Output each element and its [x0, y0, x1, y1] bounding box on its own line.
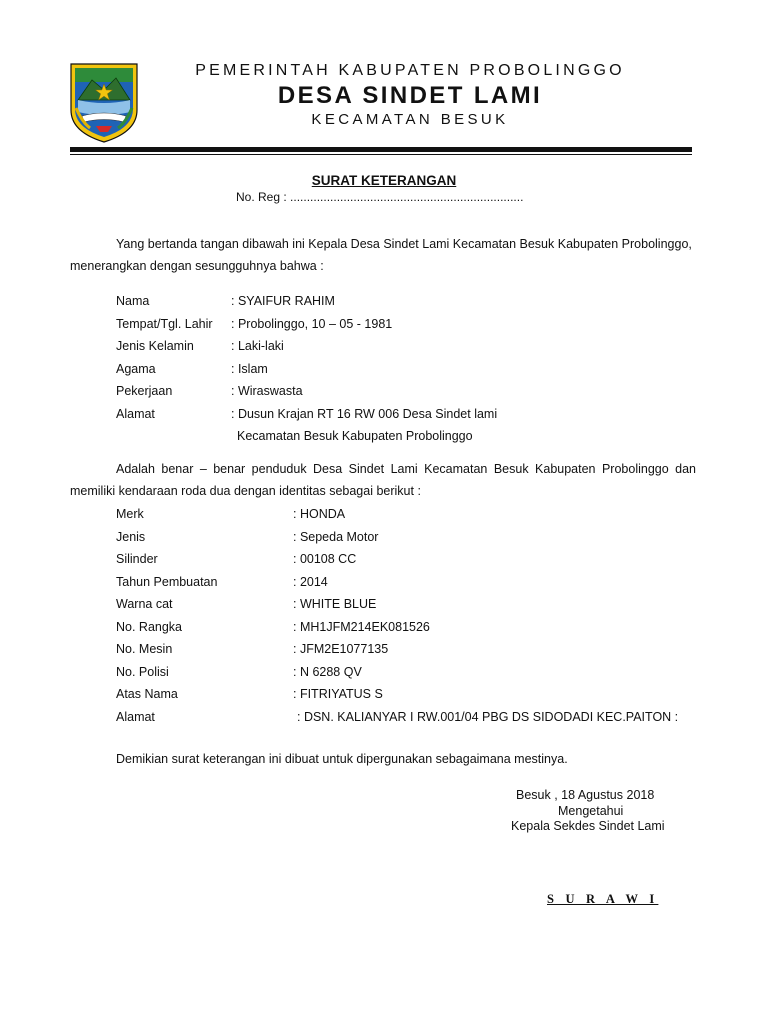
- intro-paragraph: [70, 233, 696, 277]
- document-title: SURAT KETERANGAN: [311, 173, 457, 188]
- field-value: : SYAIFUR RAHIM: [231, 294, 335, 308]
- field-label: No. Mesin: [116, 642, 173, 656]
- residency-paragraph: [70, 458, 696, 502]
- field-label: Tempat/Tgl. Lahir: [116, 316, 213, 331]
- signer-name: S U R A W I: [547, 892, 659, 906]
- field-label: Alamat: [116, 406, 155, 421]
- field-value: : Wiraswasta: [231, 384, 303, 398]
- header-government-line: PEMERINTAH KABUPATEN PROBOLINGGO: [195, 62, 625, 79]
- field-value: : HONDA: [293, 507, 346, 521]
- field-label: Atas Nama: [116, 687, 178, 701]
- field-label: No. Rangka: [116, 619, 183, 634]
- residency-line-2: memiliki kendaraan roda dua dengan identitas sebagai berikut :: [70, 484, 421, 498]
- header-district-line: KECAMATAN BESUK: [311, 111, 509, 128]
- signature-block: [480, 788, 690, 835]
- field-value: : 00108 CC: [293, 552, 357, 566]
- field-value: : FITRIYATUS S: [293, 687, 383, 701]
- field-label: Jenis Kelamin: [116, 339, 194, 353]
- field-value: : DSN. KALIANYAR I RW.001/04 PBG DS SIDODADI KEC.PAITON :: [297, 709, 679, 724]
- signature-place-date: Besuk , 18 Agustus 2018: [516, 788, 655, 802]
- field-value: : Islam: [231, 361, 268, 376]
- field-value: Kecamatan Besuk Kabupaten Probolinggo: [237, 429, 473, 443]
- field-label: Tahun Pembuatan: [116, 574, 218, 589]
- field-label: Pekerjaan: [116, 384, 173, 398]
- field-label: Warna cat: [116, 597, 173, 611]
- field-value: : N 6288 QV: [293, 664, 362, 679]
- header-divider-thick: [70, 147, 692, 152]
- field-value: : Dusun Krajan RT 16 RW 006 Desa Sindet lami: [231, 406, 498, 421]
- regency-emblem-icon: [68, 60, 140, 144]
- field-label: Alamat: [116, 709, 155, 724]
- field-value: : 2014: [293, 574, 328, 589]
- header-village-name: DESA SINDET LAMI: [277, 82, 543, 109]
- intro-line-2: menerangkan dengan sesungguhnya bahwa :: [70, 259, 324, 273]
- header-divider-thin: [70, 154, 692, 155]
- field-value: : Probolinggo, 10 – 05 - 1981: [231, 316, 393, 331]
- intro-line-1: Yang bertanda tangan dibawah ini Kepala Desa Sindet Lami Kecamatan Besuk Kabupaten Probolinggo,: [116, 237, 692, 251]
- field-value: : JFM2E1077135: [293, 642, 389, 656]
- registration-number: No. Reg : ......................................................................: [236, 190, 524, 204]
- field-label: Silinder: [116, 552, 158, 566]
- closing-sentence: Demikian surat keterangan ini dibuat untuk dipergunakan sebagaimana mestinya.: [116, 752, 568, 766]
- field-label: Jenis: [116, 529, 146, 544]
- signature-position: Kepala Sekdes Sindet Lami: [511, 819, 665, 833]
- field-label: Agama: [116, 361, 156, 376]
- field-value: : Sepeda Motor: [293, 529, 379, 544]
- field-label: Merk: [116, 507, 144, 521]
- field-label: No. Polisi: [116, 664, 169, 679]
- field-value: : WHITE BLUE: [293, 597, 377, 611]
- field-value: : MH1JFM214EK081526: [293, 619, 430, 634]
- field-value: : Laki-laki: [231, 339, 284, 353]
- residency-line-1: Adalah benar – benar penduduk Desa Sindet Lami Kecamatan Besuk Kabupaten Probolinggo dan: [116, 462, 696, 476]
- signature-acknowledged: Mengetahui: [558, 803, 624, 818]
- field-label: Nama: [116, 294, 150, 308]
